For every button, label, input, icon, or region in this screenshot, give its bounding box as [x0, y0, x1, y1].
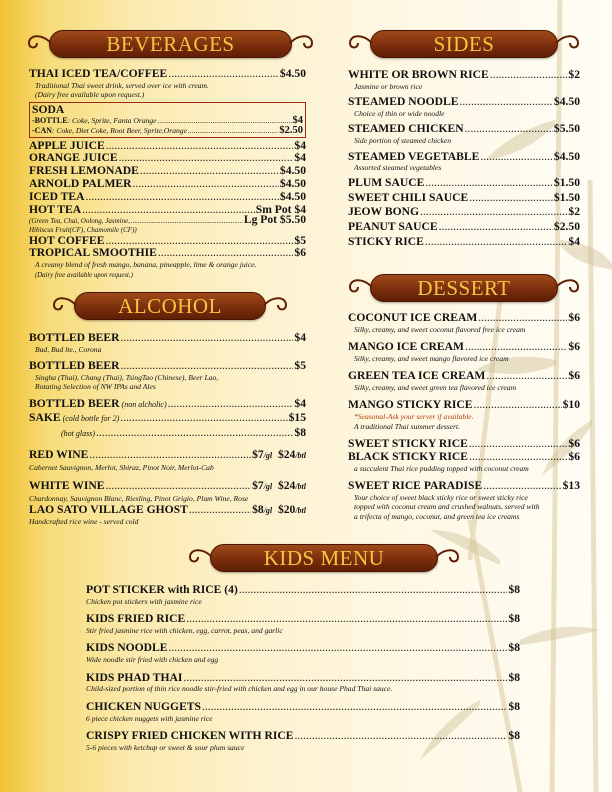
item-price: $2.50	[553, 220, 580, 234]
item-price: $6	[294, 246, 306, 260]
item-description: Bud, Bud lte., Corona	[35, 344, 102, 354]
item-description: Rotating Selection of NW IPAs and Ales	[35, 382, 156, 392]
item-description: Choice of thin or wide noodle	[354, 109, 445, 118]
item-description: Stir fried jasmine rice with chicken, egg, carrot, peas, and garlic	[86, 626, 283, 635]
item-price-bottle: $24	[277, 448, 296, 462]
alcohol-banner	[74, 292, 266, 320]
item-name: BOTTLED BEER	[29, 330, 120, 344]
item-name: ARNOLD PALMER	[29, 176, 132, 190]
unit-label: /btl	[295, 505, 306, 515]
item-price: $4	[294, 138, 306, 152]
item-price-bottle: $20	[277, 502, 296, 516]
item-price: $4.50	[279, 176, 306, 190]
unit-label: /gl	[263, 451, 273, 461]
right-swirl-icon	[554, 31, 584, 55]
item-price: $8	[508, 583, 520, 596]
right-swirl-icon	[554, 275, 584, 299]
item-name: POT STICKER with RICE (4)	[86, 583, 238, 596]
item-name: SWEET RICE PARADISE	[348, 479, 483, 493]
item-price-glass: $8	[252, 502, 264, 516]
menu-item-sweet-rice-paradise	[348, 480, 580, 521]
item-name: KIDS PHAD THAI	[86, 670, 183, 684]
item-price-bottle: $24	[277, 479, 296, 493]
item-name: HOT COFFEE	[29, 233, 105, 247]
item-description: Jasmine or brown rice	[354, 81, 423, 91]
menu-item-hot-tea	[29, 204, 306, 235]
menu-item-black-sticky-rice	[348, 451, 580, 473]
beverages-banner	[49, 30, 292, 58]
item-price: $4	[294, 396, 306, 410]
menu-item-thai-iced-tea	[29, 68, 306, 100]
soda-can-price: $2.50	[279, 125, 303, 136]
unit-label: /btl	[295, 482, 306, 492]
item-name: BOTTLED BEER	[29, 359, 120, 373]
item-description: Child-sized portion of thin rice noodle stir-fried with chicken and egg in our house Phad Thai sauce.	[86, 684, 393, 694]
item-price: $1.50	[553, 190, 580, 204]
kids-menu-title: KIDS MENU	[263, 546, 385, 570]
item-name: CHICKEN NUGGETS	[86, 699, 201, 713]
kids-menu-banner	[210, 544, 438, 572]
item-name: CRISPY FRIED CHICKEN WITH RICE	[86, 729, 294, 743]
menu-item-peanut-sauce	[348, 221, 580, 234]
item-name: KIDS FRIED RICE	[86, 612, 186, 626]
item-description: A traditional Thai summer dessert.	[354, 421, 460, 431]
dessert-banner	[370, 274, 558, 302]
menu-item-sticky-rice	[348, 236, 580, 249]
menu-item-bottled-beer-na	[29, 398, 306, 412]
item-description: (Green Tea, Chai, Oolong, Jasmine,	[29, 217, 130, 226]
item-price: $5.50	[553, 122, 580, 136]
item-description: A creamy blend of fresh mango, banana, pineapple, lime & orange juice.	[35, 260, 257, 270]
soda-bottle-price: $4	[292, 115, 303, 127]
item-price-glass: $7	[252, 479, 264, 493]
kids-item-fried-rice	[86, 613, 520, 635]
item-description: topped with coconut cream and crushed walnuts, served with	[354, 502, 540, 512]
item-price: $8	[508, 729, 520, 743]
item-name: APPLE JUICE	[29, 138, 105, 152]
item-name: SWEET STICKY RICE	[348, 437, 468, 451]
item-price: $4	[294, 330, 306, 344]
item-name: MANGO ICE CREAM	[348, 340, 464, 353]
item-description: Chardonnay, Sauvignon Blanc, Riesling, Pinot Grigio, Plum Wine, Rose	[29, 494, 249, 504]
sides-banner	[370, 30, 558, 58]
right-swirl-icon	[288, 31, 318, 55]
soda-bottle-label: -BOTTLE	[32, 116, 68, 126]
kids-item-crispy-fried-chicken	[86, 730, 520, 752]
alcohol-title: ALCOHOL	[118, 293, 222, 318]
item-price-glass: $7	[252, 448, 264, 462]
item-name: RED WINE	[29, 448, 89, 462]
kids-item-chicken-nuggets	[86, 701, 520, 723]
menu-item-plum-sauce	[348, 177, 580, 190]
menu-item-tropical-smoothie	[29, 247, 306, 280]
item-description: 6 piece chicken nuggets with jasmine rice	[86, 713, 213, 723]
menu-item-sweet-chili-sauce	[348, 192, 580, 205]
item-price: $4	[568, 235, 580, 248]
item-description: Silky, creamy, and sweet coconut flavored free ice cream	[354, 324, 526, 334]
item-name: HOT TEA	[29, 202, 82, 216]
item-price: $4.50	[279, 67, 306, 80]
item-name: KIDS NOODLE	[86, 641, 168, 655]
menu-item-steamed-noodle	[348, 96, 580, 118]
item-description: Your choice of sweet black sticky rice or sweet sticky rice	[354, 492, 528, 502]
menu-item-steamed-chicken	[348, 123, 580, 145]
unit-label: /gl	[263, 482, 273, 492]
item-description: a trifecta of mango, coconut, and green tea ice creams	[354, 511, 520, 521]
soda-box	[29, 102, 306, 138]
item-seasonal-note: *Seasonal-Ask your server if available.	[354, 412, 474, 422]
kids-item-noodle	[86, 642, 520, 664]
menu-item-bottled-beer	[29, 332, 306, 354]
item-description: Silky, creamy, and sweet green tea flavored ice cream	[354, 383, 517, 392]
menu-item-lao-sato	[29, 504, 306, 527]
kids-menu-section	[86, 544, 520, 752]
soda-can-desc: : Coke, Diet Coke, Root Beer, Sprite,Orange	[52, 126, 187, 135]
item-price: $8	[508, 670, 520, 684]
menu-item-red-wine	[29, 449, 306, 472]
item-description: Chicken pot stickers with jasmine rice	[86, 596, 202, 606]
item-name: STICKY RICE	[348, 235, 424, 248]
right-column	[348, 30, 580, 521]
right-swirl-icon	[434, 545, 464, 569]
item-price: $2	[568, 68, 580, 81]
item-price: $2	[568, 205, 580, 219]
item-note: (Dairy free available upon request.)	[35, 90, 145, 100]
item-name: GREEN TEA ICE CREAM	[348, 369, 486, 383]
menu-item-arnold-palmer	[29, 178, 306, 191]
item-price: $6	[568, 340, 580, 353]
menu-item-steamed-vegetable	[348, 151, 580, 173]
item-price: $10	[562, 398, 580, 412]
item-description: Handcrafted rice wine - served cold	[29, 517, 139, 527]
item-price: $8	[508, 612, 520, 626]
unit-label: /gl	[263, 505, 273, 515]
item-description: Silky, creamy, and sweet mango flavored ice cream	[354, 353, 509, 363]
item-name: SAKE	[29, 410, 61, 424]
beverages-title: BEVERAGES	[106, 32, 235, 56]
item-qualifier: (hot glass)	[61, 429, 95, 439]
item-price-small: Sm Pot $4	[255, 202, 306, 216]
item-note: (Dairy free available upon request.)	[35, 271, 133, 279]
menu-item-iced-tea	[29, 191, 306, 204]
item-price: $4	[294, 151, 306, 165]
kids-item-pot-sticker	[86, 584, 520, 606]
item-name: BOTTLED BEER	[29, 396, 120, 410]
item-description: Cabernet Sauvignon, Merlot, Shiraz, Pinot Noir, Merlot-Cab	[29, 462, 214, 472]
dessert-title: DESSERT	[417, 275, 511, 300]
item-price: $13	[562, 479, 580, 493]
item-price: $5	[294, 359, 306, 373]
menu-item-coconut-ice-cream	[348, 312, 580, 334]
item-description: Traditional Thai sweet drink, served over ice with cream.	[35, 80, 209, 90]
item-price: $1.50	[553, 175, 580, 189]
item-name: WHITE WINE	[29, 479, 105, 493]
menu-item-sake	[29, 412, 306, 442]
item-name: ORANGE JUICE	[29, 151, 118, 165]
item-description: Side portion of steamed chicken	[354, 136, 452, 146]
item-price: $8	[508, 641, 520, 655]
item-qualifier: (cold bottle for 2)	[60, 413, 120, 423]
item-name: FRESH LEMONADE	[29, 164, 139, 178]
item-name: JEOW BONG	[348, 205, 419, 219]
item-name: MANGO STICKY RICE	[348, 398, 473, 412]
menu-item-bottled-beer	[29, 360, 306, 392]
item-name: LAO SATO VILLAGE GHOST	[29, 502, 188, 516]
item-price: $8	[508, 699, 520, 713]
item-description: Singha (Thai), Chang (Thai), TsingTao (Chinese), Beer Lao,	[35, 372, 219, 382]
right-swirl-icon	[262, 293, 292, 317]
item-description: Assorted steamed vegetables	[354, 163, 442, 173]
item-description: a succulent Thai rice pudding topped with coconut cream	[354, 463, 529, 473]
item-price: $4.50	[553, 149, 580, 163]
item-name: TROPICAL SMOOTHIE	[29, 246, 157, 260]
kids-item-phad-thai	[86, 672, 520, 694]
item-name: PLUM SAUCE	[348, 175, 425, 189]
item-price: $6	[568, 449, 580, 463]
menu-item-sweet-sticky-rice	[348, 438, 580, 451]
menu-item-green-tea-ice-cream	[348, 370, 580, 392]
item-price: $6	[568, 310, 580, 324]
item-price: $8	[294, 426, 306, 440]
item-name: PEANUT SAUCE	[348, 220, 438, 234]
menu-item-rice	[348, 69, 580, 91]
sides-title: SIDES	[433, 32, 495, 56]
item-price-large: Lg Pot $5.50	[243, 213, 306, 227]
item-price: $5	[294, 233, 306, 247]
item-name: BLACK STICKY RICE	[348, 449, 469, 463]
menu-item-mango-sticky-rice	[348, 399, 580, 431]
item-price: $4.50	[279, 189, 306, 203]
item-price: $4.50	[553, 95, 580, 109]
item-name: STEAMED VEGETABLE	[348, 149, 480, 163]
item-name: STEAMED CHICKEN	[348, 122, 464, 136]
left-column	[29, 30, 306, 527]
soda-bottle-desc: : Coke, Sprite, Fanta Orange	[67, 116, 157, 126]
item-qualifier: (non alcholic)	[119, 399, 167, 409]
item-name: ICED TEA	[29, 189, 85, 203]
item-price: $6	[568, 437, 580, 451]
menu-item-jeow-bong	[348, 206, 580, 219]
item-price: $6	[568, 369, 580, 383]
item-name: WHITE OR BROWN RICE	[348, 68, 489, 81]
item-name: THAI ICED TEA/COFFEE	[29, 67, 168, 80]
soda-title: SODA	[32, 102, 65, 116]
item-description: 5-6 pieces with ketchup or sweet & sour plum sauce	[86, 742, 245, 752]
item-price: $15	[288, 410, 306, 424]
menu-item-mango-ice-cream	[348, 341, 580, 363]
item-description: Wide noodle stir fried with chicken and egg	[86, 655, 219, 665]
item-name: SWEET CHILI SAUCE	[348, 190, 469, 204]
item-description: Hibiscus Fruit(CF), Chamomile (CF))	[29, 225, 137, 234]
item-name: COCONUT ICE CREAM	[348, 310, 478, 324]
menu-item-white-wine	[29, 480, 306, 503]
unit-label: /btl	[295, 451, 306, 461]
item-price: $4.50	[279, 164, 306, 178]
item-name: STEAMED NOODLE	[348, 95, 459, 109]
soda-can-label: -CAN	[32, 126, 52, 135]
